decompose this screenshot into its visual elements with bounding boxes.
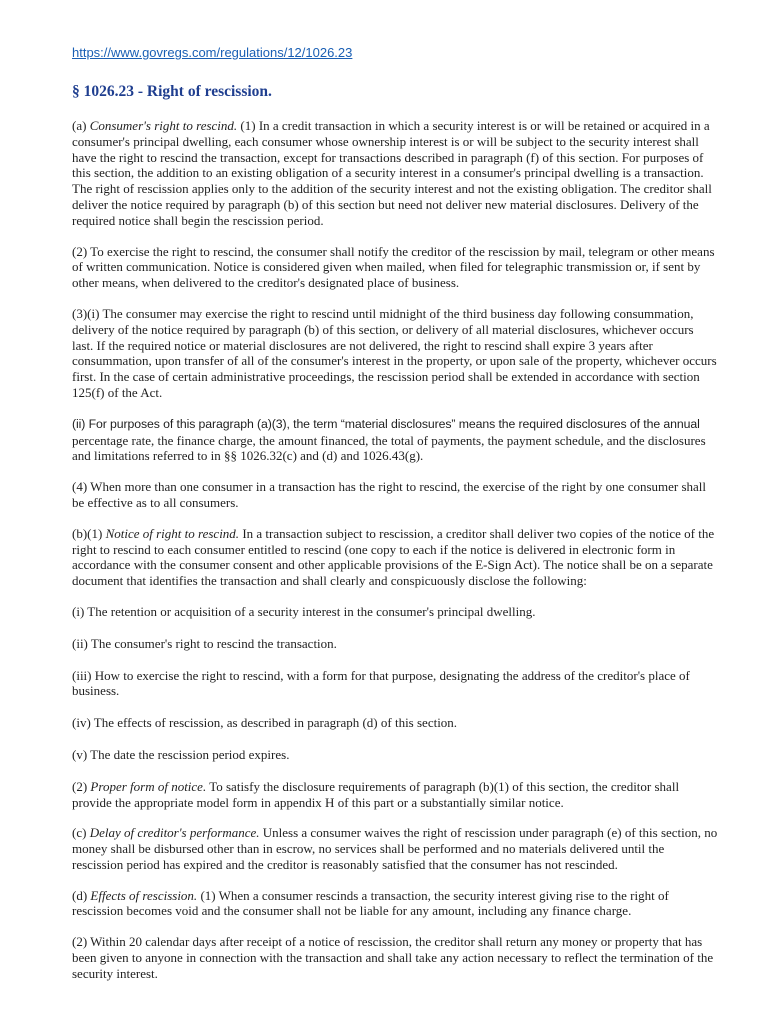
paragraph-b1: [72, 526, 718, 589]
paragraph-b1-iii: (iii) How to exercise the right to rescind, with a form for that purpose, designating the address of the creditor's place of business.: [72, 667, 690, 699]
paragraph-d1: [72, 888, 718, 920]
paragraph-b1-text: In a transaction subject to rescission, a creditor shall deliver two copies of the notice of the right to rescind to each consumer entitled to rescind (one copy to each if the notice is delivered in electronic form in accordance with the consumer consent and other applicable provisions of the E-Sign Act). The notice shall be on a separate document that identifies the transaction and shall clearly and conspicuously disclose the following:: [72, 525, 715, 589]
paragraph-a4: (4) When more than one consumer in a transaction has the right to rescind, the exercise of the right by one consumer shall be effective as to all consumers.: [72, 479, 707, 510]
paragraph-a2: (2) To exercise the right to rescind, the consumer shall notify the creditor of the rescission by mail, telegram or other means of written communication. Notice is considered given when mailed, when filed for telegraphic transmission or, if sent by other means, when delivered to the creditor's designated place of business.: [72, 243, 715, 291]
paragraph-b1-v: (v) The date the rescission period expires.: [72, 746, 290, 762]
paragraph-b1-prefix: (b)(1): [72, 525, 106, 541]
paragraph-c-heading: Delay of creditor's performance.: [89, 825, 260, 841]
paragraph-d1-heading: Effects of rescission.: [90, 887, 198, 903]
paragraph-b1-heading: Notice of right to rescind.: [105, 525, 240, 541]
paragraph-d1-prefix: (d): [72, 887, 91, 903]
paragraph-a3ii-text: percentage rate, the finance charge, the amount financed, the total of payments, the payment schedule, and the disclosures and limitations referred to in §§ 1026.32(c) and (d) and 1026.43(g).: [72, 432, 706, 464]
paragraph-a3i: (3)(i) The consumer may exercise the right to rescind until midnight of the third business day following consummation, delivery of the notice required by paragraph (b) of this section, or delivery of all material disclosures, whichever occurs last. If the required notice or material disclosures are not delivered, the right to rescind shall expire 3 years after consummation, upon transfer of all of the consumer's interest in the property, or upon sale of the property, whichever occurs first. In the case of certain administrative proceedings, the rescission period shall be extended in accordance with section 125(f) of the Act.: [72, 305, 717, 400]
paragraph-c-prefix: (c): [72, 825, 90, 841]
paragraph-c-text: Unless a consumer waives the right of rescission under paragraph (e) of this section, no money shall be disbursed other than in escrow, no services shall be performed and no materials delivered until the rescission period has expired and the creditor is reasonably satisfied that the consumer has not rescinded.: [72, 825, 718, 872]
paragraph-d2: (2) Within 20 calendar days after receipt of a notice of rescission, the creditor shall return any money or property that has been given to anyone in connection with the transaction and shall take any action necessary to reflect the termination of the security interest.: [72, 934, 714, 981]
paragraph-b2: [72, 779, 718, 811]
paragraph-b1-ii: (ii) The consumer's right to rescind the transaction.: [72, 635, 337, 651]
paragraph-b2-text: To satisfy the disclosure requirements of paragraph (b)(1) of this section, the creditor shall provide the appropriate model form in appendix H of this part or a substantially similar notice.: [72, 778, 680, 810]
paragraph-a3ii: [72, 416, 718, 464]
paragraph-a1-heading: Consumer's right to rescind.: [89, 118, 238, 133]
paragraph-a1: [72, 118, 718, 229]
paragraph-b2-prefix: (2): [72, 778, 91, 794]
paragraph-d1-text: (1) When a consumer rescinds a transaction, the security interest giving rise to the right of rescission becomes void and the consumer shall not be liable for any amount, including any finance charge.: [72, 887, 669, 919]
paragraph-b2-heading: Proper form of notice.: [90, 778, 207, 794]
paragraph-c: [72, 825, 718, 872]
paragraph-b1-i: (i) The retention or acquisition of a security interest in the consumer's principal dwelling.: [72, 603, 536, 619]
source-url-link[interactable]: https://www.govregs.com/regulations/12/1026.23: [72, 45, 353, 60]
paragraph-a1-prefix: (a): [72, 118, 90, 133]
paragraph-a3ii-lead: (ii) For purposes of this paragraph (a)(3), the term “material disclosures” means the required disclosures of the annual: [72, 416, 700, 431]
paragraph-b1-iv: (iv) The effects of rescission, as described in paragraph (d) of this section.: [72, 715, 458, 731]
section-title: § 1026.23 - Right of rescission.: [72, 83, 272, 100]
paragraph-a1-text: (1) In a credit transaction in which a security interest is or will be retained or acquired in a consumer's principal dwelling, each consumer whose ownership interest is or will be subject to the security interest shall have the right to rescind the transaction, except for transactions described in paragraph (f) of this section. For purposes of this section, the addition to an existing obligation of a security interest in a consumer's principal dwelling is a transaction. The right of rescission applies only to the addition of the security interest and not the existing obligation. The creditor shall deliver the notice required by paragraph (b) of this section but need not deliver new material disclosures. Delivery of the required notice shall begin the rescission period.: [72, 118, 712, 228]
